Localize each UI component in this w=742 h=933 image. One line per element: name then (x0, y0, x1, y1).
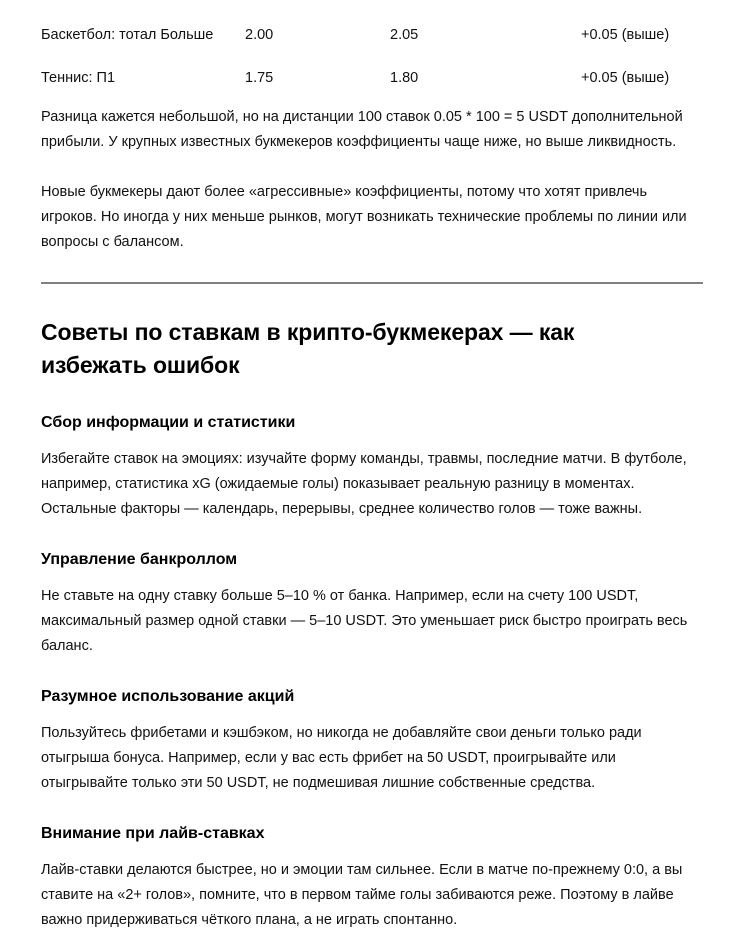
spacer (41, 659, 701, 686)
table-row (41, 19, 713, 62)
intro-paragraph-2: Новые букмекеры дают более «агрессивные» коэффициенты, потому что хотят привлечь игроков. Но иногда у них меньше рынков, могут возникать технические проблемы по линии или вопросы с балансом. (41, 184, 687, 250)
spacer (41, 796, 701, 823)
subsection-heading-info: Сбор информации и статистики (41, 414, 296, 431)
subsection-heading-promotions: Разумное использование акций (41, 688, 295, 705)
spacer (41, 284, 701, 316)
subsection-body-promotions: Пользуйтесь фрибетами и кэшбэком, но никогда не добавляйте свои деньги только ради отыгрыша бонуса. Например, если у вас есть фрибет на 50 USDT, проигрывайте или отыгрывайте только эти 50 USDT, не подмешивая лишние собственные средства. (41, 725, 642, 791)
subsection-body-live-bets: Лайв-ставки делаются быстрее, но и эмоции там сильнее. Если в матче по-прежнему 0:0, а вы ставите на «2+ голов», помните, что в первом тайме голы забиваются реже. Поэтому в лайве важно придерживаться чёткого плана, а не играть спонтанно. (41, 862, 683, 928)
subsection-body-info: Избегайте ставок на эмоциях: изучайте форму команды, травмы, последние матчи. В футболе, например, статистика xG (ожидаемые голы) показывает реальную разницу в моментах. Остальные факторы — календарь, перерывы, среднее количество голов — тоже важны. (41, 451, 687, 517)
cell-difference: +0.05 (выше) (581, 70, 670, 86)
article-page (0, 19, 742, 928)
intro-paragraph-1: Разница кажется небольшой, но на дистанции 100 ставок 0.05 * 100 = 5 USDT дополнительной прибыли. У крупных известных букмекеров коэффициенты чаще ниже, но выше ликвидность. (41, 109, 683, 150)
odds-comparison-table (41, 19, 713, 93)
cell-odds-b: 2.05 (390, 27, 419, 43)
cell-odds-a: 1.75 (245, 70, 274, 86)
spacer (41, 382, 701, 412)
cell-odds-b: 1.80 (390, 70, 419, 86)
table-row (41, 62, 713, 93)
cell-market: Баскетбол: тотал Больше (41, 27, 214, 43)
spacer (41, 255, 701, 282)
spacer (41, 167, 701, 180)
table-body (41, 19, 713, 93)
subsection-heading-live-bets: Внимание при лайв-ставках (41, 825, 265, 842)
page-title: Советы по ставкам в крипто-букмекерах — как избежать ошибок (41, 319, 575, 378)
cell-market: Теннис: П1 (41, 70, 116, 86)
cell-difference: +0.05 (выше) (581, 27, 670, 43)
spacer (41, 93, 701, 105)
subsection-heading-bankroll: Управление банкроллом (41, 551, 238, 568)
cell-odds-a: 2.00 (245, 27, 274, 43)
subsection-body-bankroll: Не ставьте на одну ставку больше 5–10 % от банка. Например, если на счету 100 USDT, максимальный размер одной ставки — 5–10 USDT. Это уменьшает риск быстро проиграть весь баланс. (41, 588, 688, 654)
spacer (41, 522, 701, 549)
